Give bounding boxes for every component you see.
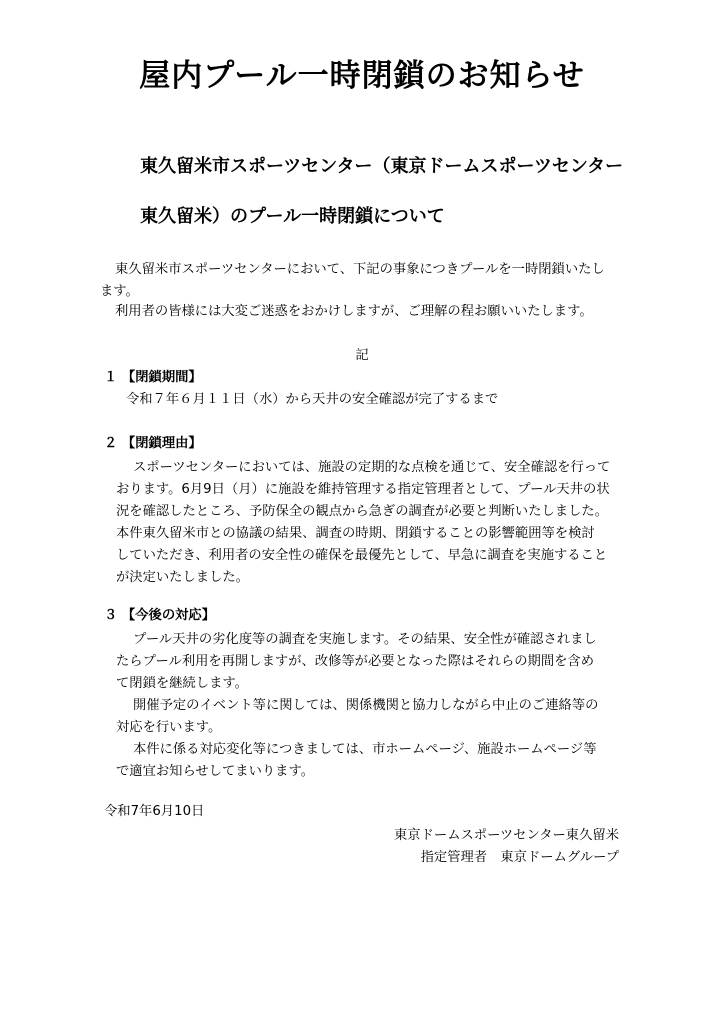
section-1-line: 令和７年６月１１日（水）から天井の安全確認が完了するまで — [126, 392, 499, 407]
section-3-line: て閉鎖を継続します。 — [116, 676, 248, 691]
section-2-line: スポーツセンターにおいては、施設の定期的な点検を通じて、安全確認を行って — [133, 460, 611, 475]
signature-line-1: 東京ドームスポーツセンター東久留米 — [394, 828, 619, 843]
section-2-line: 況を確認したところ、予防保全の観点から急ぎの調査が必要と判断いたしました。 — [116, 504, 608, 519]
ki-label: 記 — [355, 348, 369, 363]
section-3-line: で適宜お知らせしてまいります。 — [116, 764, 314, 779]
signature-line-2: 指定管理者 東京ドームグループ — [420, 850, 619, 865]
section-2-line: 本件東久留米市との協議の結果、調査の時期、閉鎖することの影響範囲等を検討 — [116, 526, 595, 541]
section-3-line: 本件に係る対応変化等につきましては、市ホームページ、施設ホームページ等 — [133, 742, 597, 757]
subtitle-line-1: 東久留米市スポーツセンター（東京ドームスポーツセンター — [140, 156, 624, 177]
section-3-line: 対応を行います。 — [116, 720, 222, 735]
section-2-heading: ２ 【閉鎖理由】 — [104, 436, 202, 451]
page-title: 屋内プール一時閉鎖のお知らせ — [139, 58, 585, 94]
issue-date: 令和7年6月10日 — [104, 804, 205, 819]
section-3-line: 開催予定のイベント等に関しては、関係機関と協力しながら中止のご連絡等の — [133, 698, 599, 713]
section-3-heading: ３ 【今後の対応】 — [104, 608, 216, 623]
section-2-line: おります。6月9日（月）に施設を維持管理する指定管理者として、プール天井の状 — [116, 482, 610, 497]
subtitle-line-2: 東久留米）のプール一時閉鎖について — [140, 206, 445, 227]
intro-line-2: ます。 — [100, 284, 139, 299]
section-3-line: プール天井の劣化度等の調査を実施します。その結果、安全性が確認されまし — [133, 632, 597, 647]
section-1-heading: １ 【閉鎖期間】 — [104, 370, 202, 385]
intro-line-1: 東久留米市スポーツセンターにおいて、下記の事象につきプールを一時閉鎖いたし — [115, 262, 605, 277]
intro-line-3: 利用者の皆様には大変ご迷惑をおかけしますが、ご理解の程お願いいたします。 — [115, 304, 593, 319]
section-2-line: が決定いたしました。 — [116, 570, 249, 585]
section-3-line: たらプール利用を再開しますが、改修等が必要となった際はそれらの期間を含め — [116, 654, 595, 669]
section-2-line: していただき、利用者の安全性の確保を最優先として、早急に調査を実施すること — [116, 548, 608, 563]
